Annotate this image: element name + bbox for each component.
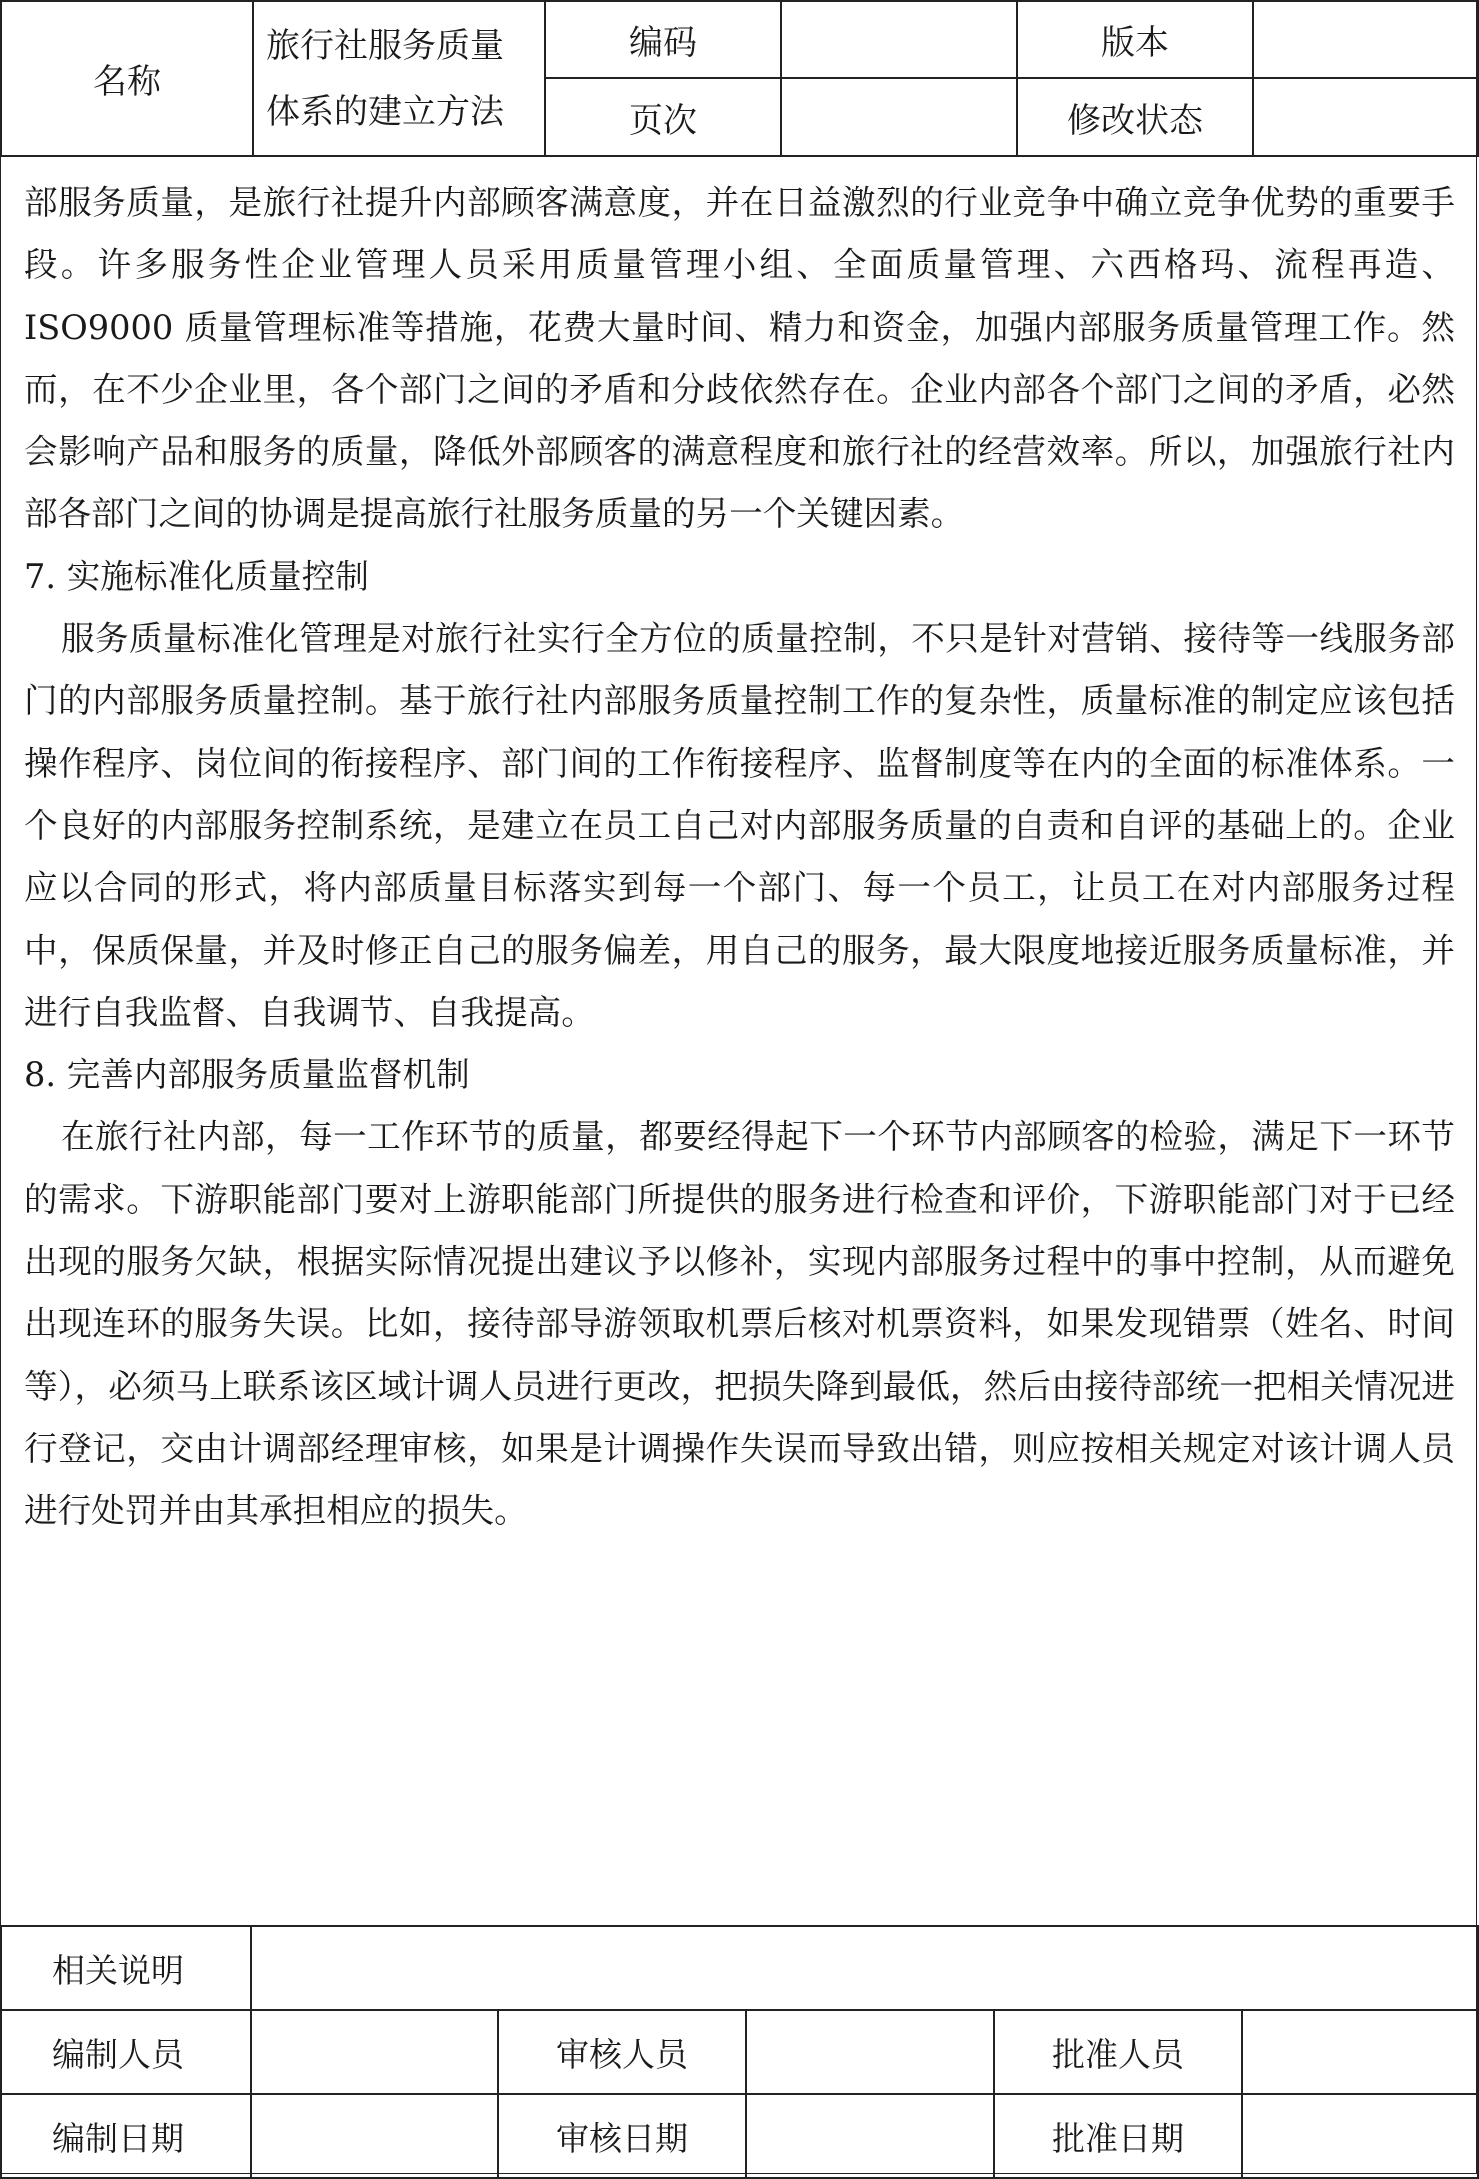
reviewed-date-label: 审核日期 (498, 2094, 746, 2178)
name-label: 名称 (1, 1, 253, 156)
revision-value (1253, 78, 1478, 156)
approved-date-value (1242, 2094, 1478, 2178)
page-value (781, 78, 1017, 156)
paragraph-7: 服务质量标准化管理是对旅行社实行全方位的质量控制，不只是针对营销、接待等一线服务部门的内部服务质量控制。基于旅行社内部服务质量控制工作的复杂性，质量标准的制定应该包括操作程序、岗位间的衔接程序、部门间的工作衔接程序、监督制度等在内的全面的标准体系。一个良好的内部服务控制系统，是建立在员工自己对内部服务质量的自责和自评的基础上的。企业应以合同的形式，将内部质量目标落实到每一个部门、每一个员工，让员工在对内部服务过程中，保质保量，并及时修正自己的服务偏差，用自己的服务，最大限度地接近服务质量标准，并进行自我监督、自我调节、自我提高。 (24, 619, 1455, 1032)
reviewed-date-value (746, 2094, 994, 2178)
title-line-1: 旅行社服务质量 (266, 25, 504, 66)
prepared-by-value (251, 2010, 498, 2094)
reviewed-by-label: 审核人员 (498, 2010, 746, 2094)
version-label: 版本 (1017, 1, 1253, 78)
approved-by-value (1242, 2010, 1478, 2094)
footer-table (0, 1925, 1479, 2179)
title-line-2: 体系的建立方法 (266, 91, 504, 132)
header-table (0, 0, 1479, 157)
paragraph-8: 在旅行社内部，每一工作环节的质量，都要经得起下一个环节内部顾客的检验，满足下一环节的需求。下游职能部门要对上游职能部门所提供的服务进行检查和评价，下游职能部门对于已经出现的服务欠缺，根据实际情况提出建议予以修补，实现内部服务过程中的事中控制，从而避免出现连环的服务失误。比如，接待部导游领取机票后核对机票资料，如果发现错票（姓名、时间等），必须马上联系该区域计调人员进行更改，把损失降到最低，然后由接待部统一把相关情况进行登记，交由计调部经理审核，如果是计调操作失误而导致出错，则应按相关规定对该计调人员进行处罚并由其承担相应的损失。 (24, 1117, 1455, 1531)
revision-label: 修改状态 (1017, 78, 1253, 156)
reviewed-by-value (746, 2010, 994, 2094)
document-title (253, 1, 545, 156)
approved-by-label: 批准人员 (994, 2010, 1242, 2094)
section-heading-8: 8. 完善内部服务质量监督机制 (24, 1055, 470, 1095)
prepared-date-value (251, 2094, 498, 2178)
prepared-date-label: 编制日期 (1, 2094, 251, 2178)
notes-value (251, 1926, 1478, 2010)
document-body (24, 172, 1455, 1912)
code-label: 编码 (545, 1, 781, 78)
paragraph-1: 部服务质量，是旅行社提升内部顾客满意度，并在日益激烈的行业竞争中确立竞争优势的重要手段。许多服务性企业管理人员采用质量管理小组、全面质量管理、六西格玛、流程再造、ISO9000 质量管理标准等措施，花费大量时间、精力和资金，加强内部服务质量管理工作。然而，在不少企业里，各个部门之间的矛盾和分歧依然存在。企业内部各个部门之间的矛盾，必然会影响产品和服务的质量，降低外部顾客的满意程度和旅行社的经营效率。所以，加强旅行社内部各部门之间的协调是提高旅行社服务质量的另一个关键因素。 (24, 183, 1455, 534)
code-value (781, 1, 1017, 78)
page-label: 页次 (545, 78, 781, 156)
approved-date-label: 批准日期 (994, 2094, 1242, 2178)
section-heading-7: 7. 实施标准化质量控制 (24, 556, 369, 596)
version-value (1253, 1, 1478, 78)
notes-label: 相关说明 (1, 1926, 251, 2010)
prepared-by-label: 编制人员 (1, 2010, 251, 2094)
